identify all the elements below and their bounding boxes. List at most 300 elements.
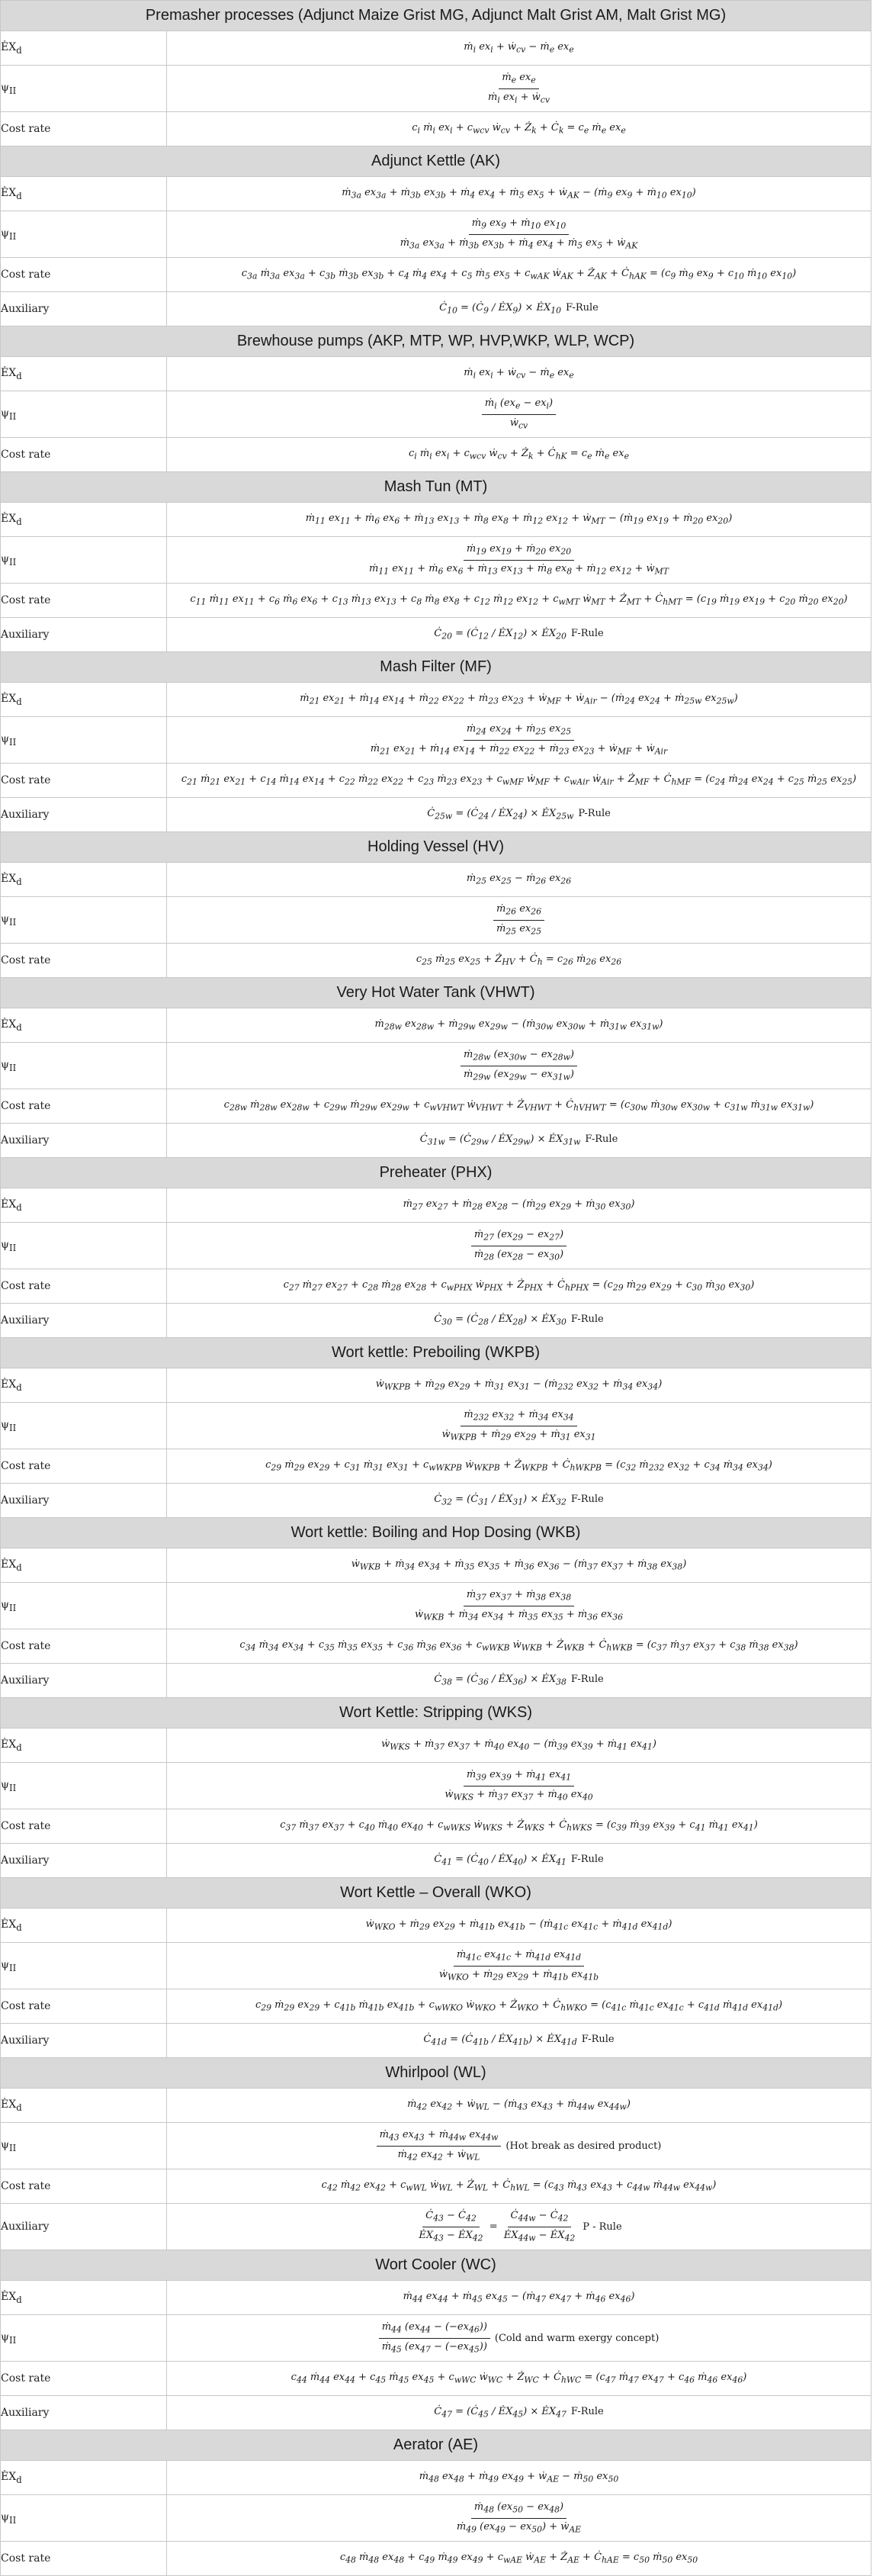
equation-row bbox=[1, 2495, 871, 2542]
row-label bbox=[1, 1403, 167, 1449]
row-equation-auxiliary bbox=[167, 1844, 871, 1878]
row-label bbox=[1, 391, 167, 438]
fraction-denominator: ṁ49 (ex49 − ex50) + ẇAE bbox=[456, 2520, 582, 2535]
row-equation-ii bbox=[167, 1043, 871, 1089]
row-equation-auxiliary bbox=[167, 1484, 871, 1518]
fraction bbox=[416, 2209, 486, 2244]
fraction bbox=[397, 217, 641, 252]
section-header-row bbox=[1, 472, 871, 503]
section-header-row bbox=[1, 1698, 871, 1729]
fraction bbox=[441, 1768, 595, 1803]
fraction bbox=[412, 1588, 626, 1623]
row-label bbox=[1, 1989, 167, 2024]
row-label bbox=[1, 1844, 167, 1878]
row-label-text: Auxiliary bbox=[1, 629, 50, 641]
equation-row bbox=[1, 1269, 871, 1304]
row-label-text: ψII bbox=[1, 2138, 17, 2153]
row-label-text: ĖXd bbox=[1, 2290, 22, 2305]
row-label-text: $\psi_{II}$ bbox=[1, 1598, 17, 1613]
row-label-text: $ĖX_d$ bbox=[1, 1558, 22, 1573]
row-label bbox=[1, 1809, 167, 1844]
equation-text: ṁ44 ex44 + ṁ45 ex45 − (ṁ47 ex47 + ṁ46 ex46) bbox=[403, 2291, 635, 2304]
row-label-text: ĖXd bbox=[1, 1918, 22, 1933]
equation-note: P - Rule bbox=[583, 2221, 622, 2233]
row-equation-auxiliary bbox=[167, 2204, 871, 2250]
fraction-denominator: ẇ$_{cv}$ bbox=[509, 416, 528, 431]
equation-note: F-Rule bbox=[570, 1674, 604, 1686]
section-header-row bbox=[1, 146, 871, 177]
fraction bbox=[471, 1228, 566, 1263]
equation-row bbox=[1, 537, 871, 584]
row-label-text: ψII bbox=[1, 1778, 17, 1793]
equation-text: $Ċ_{32}$ = ($Ċ_{31}$ / $ĖX_{31}$) × $ĖX_{32}$ bbox=[434, 1494, 566, 1507]
equation-text: $Ċ_{31w}$ = ($Ċ_{29w}$ / $ĖX_{29w}$) × $ĖX_{31w}$ bbox=[419, 1134, 581, 1147]
equation-row bbox=[1, 2169, 871, 2204]
row-label-text: Cost rate bbox=[1, 1100, 51, 1112]
section-title: Premasher processes (Adjunct Maize Grist MG, Adjunct Malt Grist AM, Malt Grist MG) bbox=[1, 1, 871, 31]
row-label-text: ψII bbox=[1, 2510, 17, 2526]
row-label-text: $ĖX_d$ bbox=[1, 512, 22, 527]
row-label bbox=[1, 211, 167, 258]
equation-note: F-Rule bbox=[570, 1854, 604, 1866]
row-equation-x-d bbox=[167, 1008, 871, 1043]
fraction-numerator: ṁ$_{27}$ $(ex_{29} - ex_{27})$ bbox=[471, 1228, 566, 1246]
row-label bbox=[1, 258, 167, 292]
equation-text: $Ċ_{10}$ = ($Ċ_9$ / $ĖX_9$) × $ĖX_{10}$ bbox=[439, 302, 561, 316]
equation-row bbox=[1, 683, 871, 717]
equation-row bbox=[1, 1008, 871, 1043]
equation-text: $c_i$ ṁ$_i$ $ex_i + c_{wcv}$ ẇ$_{cv}$ + $Ż_k$ + $Ċ_{hK} = c_e$ ṁ$_e$ $ex_e$ bbox=[409, 448, 629, 461]
equation-row bbox=[1, 1089, 871, 1124]
row-equation-cost-rate bbox=[167, 764, 871, 798]
equation-row bbox=[1, 1989, 871, 2024]
equation-note: (Cold and warm exergy concept) bbox=[494, 2332, 660, 2344]
equals-sign: = bbox=[489, 2221, 498, 2233]
row-label bbox=[1, 1449, 167, 1484]
equation-text: ṁ$_{25}$ $ex_{25}$ − ṁ$_{26}$ $ex_{26}$ bbox=[466, 873, 572, 886]
row-label bbox=[1, 1008, 167, 1043]
row-label bbox=[1, 503, 167, 537]
row-label-text: Auxiliary bbox=[1, 1134, 50, 1146]
row-label bbox=[1, 863, 167, 897]
fraction-numerator: ṁ$_{232}$ $ex_{32}$ + ṁ$_{34}$ $ex_{34}$ bbox=[461, 1408, 576, 1426]
row-label bbox=[1, 584, 167, 618]
row-label-text: Auxiliary bbox=[1, 1674, 50, 1687]
section-title: Aerator (AE) bbox=[1, 2430, 871, 2461]
row-label bbox=[1, 2281, 167, 2315]
equation-row bbox=[1, 438, 871, 472]
row-label-text: Auxiliary bbox=[1, 2034, 50, 2047]
row-equation-cost-rate bbox=[167, 1809, 871, 1844]
row-label bbox=[1, 2461, 167, 2495]
table-body bbox=[1, 1, 871, 2576]
row-label bbox=[1, 1484, 167, 1518]
equation-text: Ċ47 = (Ċ45 / ĖX45) × ĖX47 bbox=[434, 2406, 566, 2420]
row-label-text: $\psi_{II}$ bbox=[1, 1058, 17, 1073]
fraction-numerator: ṁ$_{37}$ $ex_{37}$ + ṁ$_{38}$ $ex_{38}$ bbox=[464, 1588, 574, 1606]
row-label-text: Cost rate bbox=[1, 774, 51, 786]
equation-text: $c_{21}$ ṁ$_{21}$ $ex_{21} + c_{14}$ ṁ$_{14}$ $ex_{14} + c_{22}$ ṁ$_{22}$ $ex_{22} + c_{23}$ ṁ$_{23}$ $ex_{23} + c_{wMF}$ ẇ$_{MF}$ + $c_{wAir}$ ẇ$_{Air}$ + $Ż_{MF}$ + $Ċ_{hMF} = (c_{24}$ ṁ$_{24}$ $ex_{24} + c_{25}$ ṁ$_{25}$ $ex_{25}$) bbox=[181, 773, 857, 787]
equation-text: ṁ$_{11}$ $ex_{11}$ + ṁ$_6$ $ex_6$ + ṁ$_{13}$ $ex_{13}$ + ṁ$_8$ $ex_8$ + ṁ$_{12}$ $ex_{12}$ + ẇ$_{MT}$ − (ṁ$_{19}$ $ex_{19}$ + ṁ$_{20}$ $ex_{20}$) bbox=[305, 513, 733, 526]
row-equation-x-d bbox=[167, 683, 871, 717]
fraction bbox=[493, 902, 544, 937]
row-label-text: Cost rate bbox=[1, 449, 51, 461]
fraction bbox=[379, 2320, 490, 2356]
equation-row bbox=[1, 2396, 871, 2430]
row-label-text: $ĖX_d$ bbox=[1, 1378, 22, 1393]
equation-note: F-Rule bbox=[570, 2406, 604, 2418]
equation-text: $c_{29}$ ṁ$_{29}$ $ex_{29} + c_{31}$ ṁ$_{31}$ $ex_{31} + c_{wWKPB}$ ẇ$_{WKPB}$ + $Ż_{WKPB}$ + $Ċ_{hWKPB} = (c_{32}$ ṁ$_{232}$ $ex_{32} + c_{34}$ ṁ$_{34}$ $ex_{34}$) bbox=[265, 1459, 772, 1473]
row-label bbox=[1, 897, 167, 944]
equation-row bbox=[1, 764, 871, 798]
row-label bbox=[1, 2542, 167, 2576]
equation-row bbox=[1, 258, 871, 292]
fraction-numerator: ṁ$_{28w}$ $(ex_{30w} - ex_{28w})$ bbox=[461, 1048, 577, 1066]
row-label-text: $\psi_{II}$ bbox=[1, 81, 17, 96]
fraction-numerator: ṁ43 ex43 + ṁ44w ex44w bbox=[377, 2128, 502, 2147]
equation-text: $c_i$ ṁ$_i$ $ex_i + c_{wcv}$ ẇ$_{cv}$ + $Ż_k$ + $Ċ_k = c_e$ ṁ$_e$ $ex_e$ bbox=[412, 122, 626, 136]
row-label bbox=[1, 357, 167, 391]
row-label bbox=[1, 31, 167, 66]
fraction bbox=[454, 2500, 584, 2536]
fraction-denominator: ẇWKO + ṁ29 ex29 + ṁ41b ex41b bbox=[438, 1968, 599, 1983]
row-equation-x-d bbox=[167, 177, 871, 211]
row-label bbox=[1, 1729, 167, 1763]
row-equation-cost-rate bbox=[167, 2169, 871, 2204]
section-title: Preheater (PHX) bbox=[1, 1158, 871, 1188]
fraction bbox=[436, 1948, 602, 1983]
equation-row bbox=[1, 618, 871, 652]
row-label bbox=[1, 2089, 167, 2123]
equation-row bbox=[1, 897, 871, 944]
row-label bbox=[1, 1548, 167, 1583]
fraction-denominator: ṁ$_{11}$ $ex_{11}$ + ṁ$_6$ $ex_6$ + ṁ$_{13}$ $ex_{13}$ + ṁ$_8$ $ex_8$ + ṁ$_{12}$ $ex_{12}$ + ẇ$_{MT}$ bbox=[369, 562, 669, 577]
fraction-denominator: ṁ$_{29w}$ $(ex_{29w} - ex_{31w})$ bbox=[464, 1068, 574, 1082]
fraction bbox=[367, 722, 670, 757]
fraction-numerator: ṁ44 (ex44 − (−ex46)) bbox=[379, 2320, 490, 2339]
row-label bbox=[1, 2204, 167, 2250]
row-equation-x-d bbox=[167, 1188, 871, 1223]
fraction-denominator: ẇ$_{WKPB}$ + ṁ$_{29}$ $ex_{29}$ + ṁ$_{31}$ $ex_{31}$ bbox=[441, 1428, 596, 1442]
row-equation-ii bbox=[167, 1763, 871, 1809]
fraction-numerator: ṁ$_{19}$ $ex_{19}$ + ṁ$_{20}$ $ex_{20}$ bbox=[464, 542, 574, 561]
equation-row bbox=[1, 798, 871, 832]
equation-row bbox=[1, 391, 871, 438]
row-equation-ii bbox=[167, 2315, 871, 2362]
fraction bbox=[482, 397, 556, 432]
equation-row bbox=[1, 112, 871, 146]
section-header-row bbox=[1, 2058, 871, 2089]
equation-row bbox=[1, 1629, 871, 1664]
row-equation-ii bbox=[167, 391, 871, 438]
equation-text: ṁ$_{3a}$ $ex_{3a}$ + ṁ$_{3b}$ $ex_{3b}$ + ṁ$_4$ $ex_4$ + ṁ$_5$ $ex_5$ + ẇ$_{AK}$ − (ṁ$_9$ $ex_9$ + ṁ$_{10}$ $ex_{10}$) bbox=[342, 187, 696, 201]
row-equation-x-d bbox=[167, 503, 871, 537]
row-label-text: Cost rate bbox=[1, 269, 51, 281]
equation-row bbox=[1, 717, 871, 764]
fraction-numerator: ṁ$_{24}$ $ex_{24}$ + ṁ$_{25}$ $ex_{25}$ bbox=[464, 722, 574, 741]
fraction bbox=[501, 2209, 578, 2244]
equation-row bbox=[1, 863, 871, 897]
equation-text: $c_{3a}$ ṁ$_{3a}$ $ex_{3a} + c_{3b}$ ṁ$_{3b}$ $ex_{3b} + c_4$ ṁ$_4$ $ex_4 + c_5$ ṁ$_5$ $ex_5 + c_{wAK}$ ẇ$_{AK}$ + $Ż_{AK}$ + $Ċ_{hAK} = (c_9$ ṁ$_9$ $ex_9 + c_{10}$ ṁ$_{10}$ $ex_{10}$) bbox=[241, 268, 797, 281]
row-label-text: ψII bbox=[1, 1958, 17, 1973]
equation-text: ṁ48 ex48 + ṁ49 ex49 + ẇAE − ṁ50 ex50 bbox=[419, 2471, 619, 2484]
row-label-text: $ĖX_d$ bbox=[1, 1018, 22, 1033]
row-label-text: $ĖX_d$ bbox=[1, 40, 22, 56]
equation-row bbox=[1, 1583, 871, 1629]
row-label bbox=[1, 66, 167, 112]
equation-row bbox=[1, 1943, 871, 1989]
row-label bbox=[1, 1629, 167, 1664]
row-equation-ii bbox=[167, 1403, 871, 1449]
equation-row bbox=[1, 1188, 871, 1223]
equation-text: ṁ42 ex42 + ẇWL − (ṁ43 ex43 + ṁ44w ex44w) bbox=[407, 2098, 631, 2112]
row-equation-x-d bbox=[167, 1909, 871, 1943]
equation-text: ṁ$_i$ $ex_i$ + ẇ$_{cv}$ − ṁ$_e$ $ex_e$ bbox=[464, 41, 574, 55]
section-title: Brewhouse pumps (AKP, MTP, WP, HVP,WKP, WLP, WCP) bbox=[1, 326, 871, 357]
equation-text: Ċ38 = (Ċ36 / ĖX36) × ĖX38 bbox=[434, 1674, 566, 1687]
equation-text: ṁ$_{27}$ $ex_{27}$ + ṁ$_{28}$ $ex_{28}$ − (ṁ$_{29}$ $ex_{29}$ + ṁ$_{30}$ $ex_{30}$) bbox=[403, 1198, 635, 1212]
row-label-text: Auxiliary bbox=[1, 1314, 50, 1327]
row-label bbox=[1, 1089, 167, 1124]
row-label-text: $\psi_{II}$ bbox=[1, 1418, 17, 1433]
equation-row bbox=[1, 1043, 871, 1089]
row-equation-ii bbox=[167, 717, 871, 764]
row-equation-ii bbox=[167, 1583, 871, 1629]
row-label-text: $\psi_{II}$ bbox=[1, 732, 17, 748]
row-label-text: Auxiliary bbox=[1, 2407, 50, 2419]
row-label bbox=[1, 1269, 167, 1304]
fraction bbox=[485, 71, 553, 106]
equation-text: c42 ṁ42 ex42 + cwWL ẇWL + ŻWL + ĊhWL = (c43 ṁ43 ex43 + c44w ṁ44w ex44w) bbox=[321, 2179, 717, 2193]
equation-text: $c_{28w}$ ṁ$_{28w}$ $ex_{28w} + c_{29w}$ ṁ$_{29w}$ $ex_{29w} + c_{wVHWT}$ ẇ$_{VHWT}$ + $Ż_{VHWT}$ + $Ċ_{hVHWT} = (c_{30w}$ ṁ$_{30w}$ $ex_{30w} + c_{31w}$ ṁ$_{31w}$ $ex_{31w}$) bbox=[223, 1099, 814, 1113]
fraction-numerator: Ċ44w − Ċ42 bbox=[508, 2209, 572, 2227]
fraction-denominator: ṁ$_{3a}$ $ex_{3a}$ + ṁ$_{3b}$ $ex_{3b}$ + ṁ$_4$ $ex_4$ + ṁ$_5$ $ex_5$ + ẇ$_{AK}$ bbox=[400, 236, 638, 251]
section-header-row bbox=[1, 978, 871, 1008]
equation-note: P-Rule bbox=[578, 808, 611, 820]
equation-row bbox=[1, 1548, 871, 1583]
equation-text: c48 ṁ48 ex48 + c49 ṁ49 ex49 + cwAE ẇAE + ŻAE + ĊhAE = c50 ṁ50 ex50 bbox=[339, 2552, 698, 2565]
section-header-row bbox=[1, 1158, 871, 1188]
row-label bbox=[1, 618, 167, 652]
equation-row bbox=[1, 177, 871, 211]
equation-text: $Ċ_{25w}$ = ($Ċ_{24}$ / $ĖX_{24}$) × $ĖX_{25w}$ bbox=[427, 808, 574, 822]
row-label bbox=[1, 764, 167, 798]
row-label-text: $ĖX_d$ bbox=[1, 1198, 22, 1213]
row-equation-auxiliary bbox=[167, 618, 871, 652]
equation-row bbox=[1, 2089, 871, 2123]
row-label bbox=[1, 1943, 167, 1989]
fraction-denominator: ṁ$_{25}$ $ex_{25}$ bbox=[496, 922, 542, 937]
row-label bbox=[1, 1124, 167, 1158]
row-label-text: $ĖX_d$ bbox=[1, 186, 22, 201]
section-title: Wort Cooler (WC) bbox=[1, 2250, 871, 2281]
equation-row bbox=[1, 2204, 871, 2250]
section-header-row bbox=[1, 1878, 871, 1909]
row-equation-x-d bbox=[167, 1548, 871, 1583]
equation-note: F-Rule bbox=[585, 1134, 618, 1146]
row-label-text: Cost rate bbox=[1, 1280, 51, 1292]
row-label bbox=[1, 1909, 167, 1943]
equation-note: F-Rule bbox=[570, 1314, 604, 1326]
fraction-denominator: ĖX43 − ĖX42 bbox=[419, 2229, 483, 2243]
row-equation-x-d bbox=[167, 2089, 871, 2123]
row-label-text: $\psi_{II}$ bbox=[1, 1238, 17, 1253]
equation-row bbox=[1, 1664, 871, 1698]
row-label bbox=[1, 1664, 167, 1698]
section-header-row bbox=[1, 1338, 871, 1368]
equation-row bbox=[1, 1304, 871, 1338]
row-label bbox=[1, 1043, 167, 1089]
section-title: Holding Vessel (HV) bbox=[1, 832, 871, 863]
equation-text: ṁ$_{21}$ $ex_{21}$ + ṁ$_{14}$ $ex_{14}$ + ṁ$_{22}$ $ex_{22}$ + ṁ$_{23}$ $ex_{23}$ + ẇ$_{MF}$ + ẇ$_{Air}$ − (ṁ$_{24}$ $ex_{24}$ + ṁ$_{25w}$ $ex_{25w}$) bbox=[300, 693, 738, 706]
equation-row bbox=[1, 503, 871, 537]
equation-row bbox=[1, 1809, 871, 1844]
row-label bbox=[1, 177, 167, 211]
row-label bbox=[1, 717, 167, 764]
row-equation-auxiliary bbox=[167, 2396, 871, 2430]
row-label bbox=[1, 2169, 167, 2204]
row-equation-cost-rate bbox=[167, 1269, 871, 1304]
section-title: Mash Tun (MT) bbox=[1, 472, 871, 503]
row-label bbox=[1, 2315, 167, 2362]
fraction-denominator: ṁ45 (ex47 − (−ex45)) bbox=[381, 2340, 487, 2355]
row-label-text: ĖXd bbox=[1, 1738, 22, 1753]
row-equation-x-d bbox=[167, 31, 871, 66]
row-equation-x-d bbox=[167, 863, 871, 897]
row-label bbox=[1, 2495, 167, 2542]
equation-text: ẇWKO + ṁ29 ex29 + ṁ41b ex41b − (ṁ41c ex41c + ṁ41d ex41d) bbox=[365, 1918, 672, 1932]
row-label-text: Auxiliary bbox=[1, 1854, 50, 1867]
equation-text: $Ċ_{30}$ = ($Ċ_{28}$ / $ĖX_{28}$) × $ĖX_{30}$ bbox=[434, 1314, 566, 1327]
equation-text: Ċ41d = (Ċ41b / ĖX41b) × ĖX41d bbox=[423, 2034, 577, 2047]
equation-text: $Ċ_{20}$ = ($Ċ_{12}$ / $ĖX_{12}$) × $ĖX_{20}$ bbox=[434, 628, 566, 642]
equation-text: c34 ṁ34 ex34 + c35 ṁ35 ex35 + c36 ṁ36 ex36 + cwWKB ẇWKB + ŻWKB + ĊhWKB = (c37 ṁ37 ex37 + c38 ṁ38 ex38) bbox=[239, 1639, 798, 1653]
row-equation-cost-rate bbox=[167, 1449, 871, 1484]
equation-row bbox=[1, 211, 871, 258]
equation-row bbox=[1, 1844, 871, 1878]
fraction-numerator: ṁ$_i$ $(ex_e - ex_i)$ bbox=[482, 397, 556, 415]
row-label-text: Auxiliary bbox=[1, 1494, 50, 1507]
row-equation-cost-rate bbox=[167, 112, 871, 146]
equation-row bbox=[1, 66, 871, 112]
row-equation-auxiliary bbox=[167, 798, 871, 832]
equation-row bbox=[1, 2315, 871, 2362]
fraction-denominator: ṁ42 ex42 + ẇWL bbox=[397, 2148, 480, 2163]
equation-row bbox=[1, 292, 871, 326]
row-label-text: Cost rate bbox=[1, 123, 51, 135]
row-label bbox=[1, 2396, 167, 2430]
row-equation-cost-rate bbox=[167, 2362, 871, 2396]
row-label bbox=[1, 683, 167, 717]
row-label-text: Cost rate bbox=[1, 1820, 51, 1832]
equation-note: F-Rule bbox=[570, 628, 604, 640]
equation-row bbox=[1, 357, 871, 391]
row-equation-auxiliary bbox=[167, 2024, 871, 2058]
row-label bbox=[1, 292, 167, 326]
row-equation-cost-rate bbox=[167, 258, 871, 292]
row-label bbox=[1, 2123, 167, 2169]
fraction bbox=[438, 1408, 599, 1443]
row-label bbox=[1, 944, 167, 978]
row-label bbox=[1, 438, 167, 472]
row-label-text: $\psi_{II}$ bbox=[1, 912, 17, 928]
row-label-text: Cost rate bbox=[1, 954, 51, 966]
row-equation-x-d bbox=[167, 2461, 871, 2495]
fraction bbox=[366, 542, 672, 577]
fraction-denominator: ẇWKS + ṁ37 ex37 + ṁ40 ex40 bbox=[445, 1788, 593, 1803]
row-label-text: Auxiliary bbox=[1, 809, 50, 821]
equation-row bbox=[1, 2362, 871, 2396]
equation-row bbox=[1, 31, 871, 66]
equation-note: F-Rule bbox=[581, 2034, 615, 2046]
equation-text: c37 ṁ37 ex37 + c40 ṁ40 ex40 + cwWKS ẇWKS + ŻWKS + ĊhWKS = (c39 ṁ39 ex39 + c41 ṁ41 ex41) bbox=[280, 1819, 758, 1833]
row-label bbox=[1, 798, 167, 832]
equation-row bbox=[1, 1403, 871, 1449]
row-equation-auxiliary bbox=[167, 1124, 871, 1158]
equation-text: ẇWKS + ṁ37 ex37 + ṁ40 ex40 − (ṁ39 ex39 + ṁ41 ex41) bbox=[381, 1738, 656, 1752]
section-header-row bbox=[1, 652, 871, 683]
fraction-denominator: ṁ$_{28}$ $(ex_{28} - ex_{30})$ bbox=[473, 1248, 564, 1262]
section-title: Wort Kettle – Overall (WKO) bbox=[1, 1878, 871, 1909]
row-equation-auxiliary bbox=[167, 1664, 871, 1698]
fraction-denominator: ṁ$_i$ $ex_i$ + ẇ$_{cv}$ bbox=[488, 91, 550, 105]
equation-text: $c_{27}$ ṁ$_{27}$ $ex_{27} + c_{28}$ ṁ$_{28}$ $ex_{28} + c_{wPHX}$ ẇ$_{PHX}$ + $Ż_{PHX}$ + $Ċ_{hPHX} = (c_{29}$ ṁ$_{29}$ $ex_{29} + c_{30}$ ṁ$_{30}$ $ex_{30}$) bbox=[283, 1279, 755, 1293]
row-equation-ii bbox=[167, 2495, 871, 2542]
row-equation-x-d bbox=[167, 1729, 871, 1763]
equation-text: ẇ$_{WKPB}$ + ṁ$_{29}$ $ex_{29}$ + ṁ$_{31}$ $ex_{31}$ − (ṁ$_{232}$ $ex_{32}$ + ṁ$_{34}$ $ex_{34}$) bbox=[375, 1378, 663, 1392]
equation-note: F-Rule bbox=[570, 1494, 604, 1506]
fraction bbox=[461, 1048, 577, 1083]
equation-row bbox=[1, 1368, 871, 1403]
row-label bbox=[1, 1583, 167, 1629]
fraction-numerator: ṁ39 ex39 + ṁ41 ex41 bbox=[464, 1768, 574, 1786]
section-title: Wort kettle: Boiling and Hop Dosing (WKB) bbox=[1, 1518, 871, 1548]
section-header-row bbox=[1, 2430, 871, 2461]
row-equation-x-d bbox=[167, 1368, 871, 1403]
section-title: Very Hot Water Tank (VHWT) bbox=[1, 978, 871, 1008]
equation-text: $c_{11}$ ṁ$_{11}$ $ex_{11} + c_6$ ṁ$_6$ $ex_6 + c_{13}$ ṁ$_{13}$ $ex_{13} + c_8$ ṁ$_8$ $ex_8 + c_{12}$ ṁ$_{12}$ $ex_{12} + c_{wMT}$ ẇ$_{MT}$ + $Ż_{MT}$ + $Ċ_{hMT} = (c_{19}$ ṁ$_{19}$ $ex_{19} + c_{20}$ ṁ$_{20}$ $ex_{20}$) bbox=[190, 593, 848, 607]
fraction-numerator: ṁ41c ex41c + ṁ41d ex41d bbox=[454, 1948, 584, 1967]
fraction-numerator: Ċ43 − Ċ42 bbox=[422, 2209, 480, 2227]
fraction bbox=[377, 2128, 502, 2163]
row-label bbox=[1, 1223, 167, 1269]
equation-row bbox=[1, 1484, 871, 1518]
section-title: Wort Kettle: Stripping (WKS) bbox=[1, 1698, 871, 1729]
row-equation-cost-rate bbox=[167, 584, 871, 618]
row-equation-ii bbox=[167, 897, 871, 944]
row-label-text: ĖXd bbox=[1, 2470, 22, 2485]
row-label-text: Auxiliary bbox=[1, 303, 50, 315]
equation-row bbox=[1, 1909, 871, 1943]
row-label-text: $\psi_{II}$ bbox=[1, 227, 17, 242]
equation-text: ṁ$_{28w}$ $ex_{28w}$ + ṁ$_{29w}$ $ex_{29w}$ − (ṁ$_{30w}$ $ex_{30w}$ + ṁ$_{31w}$ $ex_{31w}$) bbox=[374, 1018, 663, 1032]
row-label bbox=[1, 1368, 167, 1403]
equation-row bbox=[1, 1763, 871, 1809]
section-header-row bbox=[1, 1518, 871, 1548]
row-label bbox=[1, 1188, 167, 1223]
row-equation-cost-rate bbox=[167, 1629, 871, 1664]
section-header-row bbox=[1, 326, 871, 357]
equation-row bbox=[1, 2024, 871, 2058]
row-equation-ii bbox=[167, 1223, 871, 1269]
row-label bbox=[1, 2024, 167, 2058]
fraction-numerator: ṁ$_9$ $ex_9$ + ṁ$_{10}$ $ex_{10}$ bbox=[469, 217, 570, 235]
equation-text: ẇ$_{WKB}$ + ṁ$_{34}$ $ex_{34}$ + ṁ$_{35}$ $ex_{35}$ + ṁ$_{36}$ $ex_{36}$ − (ṁ$_{37}$ $ex_{37}$ + ṁ$_{38}$ $ex_{38}$) bbox=[351, 1558, 687, 1572]
row-equation-cost-rate bbox=[167, 2542, 871, 2576]
row-label bbox=[1, 1763, 167, 1809]
row-label bbox=[1, 537, 167, 584]
section-title: Mash Filter (MF) bbox=[1, 652, 871, 683]
